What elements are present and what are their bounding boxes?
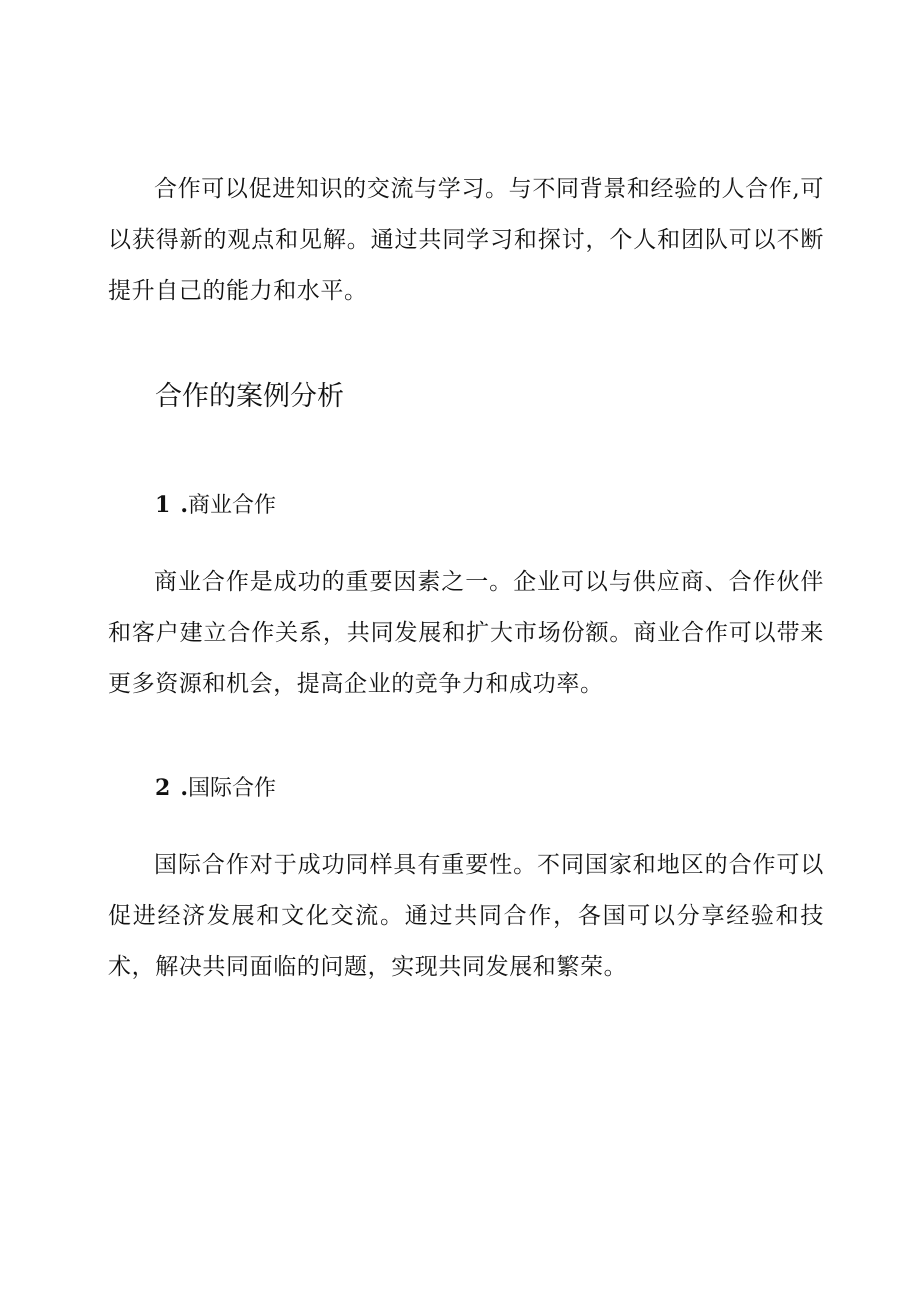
section-heading: 合作的案例分析 bbox=[155, 381, 344, 412]
subsection-number: 1 bbox=[155, 492, 171, 518]
subsection-title: 商业合作 bbox=[187, 493, 276, 518]
subsection-title: 国际合作 bbox=[187, 776, 276, 801]
subsection-heading-1: 1 .商业合作 bbox=[155, 492, 276, 518]
subsection-number: 2 bbox=[155, 775, 171, 801]
subsection-heading-2: 2 .国际合作 bbox=[155, 775, 276, 801]
intro-paragraph: 合作可以促进知识的交流与学习。与不同背景和经验的人合作,可以获得新的观点和见解。通过共同学习和探讨，个人和团队可以不断提升自己的能力和水平。 bbox=[108, 176, 824, 304]
subsection-paragraph-2: 国际合作对于成功同样具有重要性。不同国家和地区的合作可以促进经济发展和文化交流。通过共同合作，各国可以分享经验和技术，解决共同面临的问题，实现共同发展和繁荣。 bbox=[108, 852, 824, 980]
subsection-paragraph-1: 商业合作是成功的重要因素之一。企业可以与供应商、合作伙伴和客户建立合作关系，共同发展和扩大市场份额。商业合作可以带来更多资源和机会，提高企业的竞争力和成功率。 bbox=[108, 569, 824, 697]
